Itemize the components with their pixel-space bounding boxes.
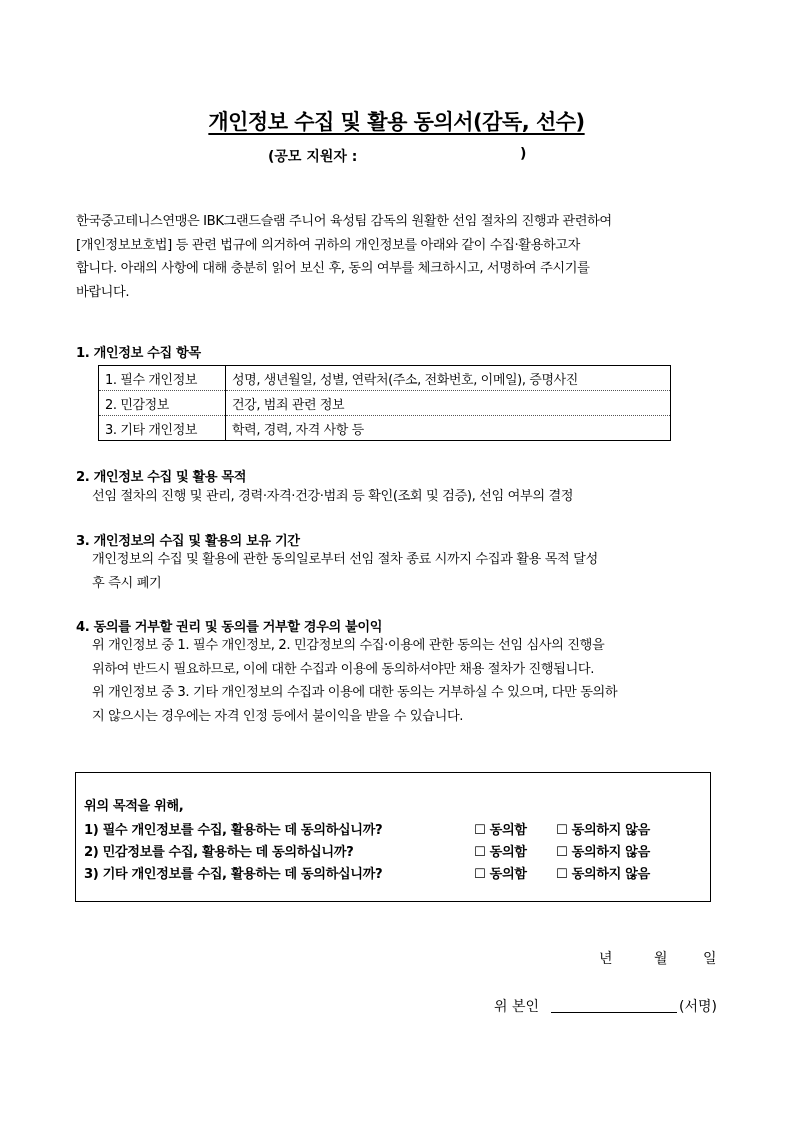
agree-checkbox-other[interactable]: ☐ 동의함 bbox=[474, 867, 527, 882]
disagree-checkbox-required[interactable]: ☐ 동의하지 않음 bbox=[556, 823, 650, 838]
section-4-heading: 4. 동의를 거부할 권리 및 동의를 거부할 경우의 불이익 bbox=[76, 620, 383, 635]
intro-line: 한국중고테니스연맹은 IBK그랜드슬램 주니어 육성팀 감독의 원활한 선임 절차의 진행과 관련하여 bbox=[76, 214, 612, 229]
applicant-close-paren: ) bbox=[520, 146, 527, 162]
item-key: 1. 필수 개인정보 bbox=[99, 366, 226, 391]
applicant-label: (공모 지원자 : bbox=[268, 149, 358, 165]
item-key: 2. 민감정보 bbox=[99, 391, 226, 416]
section-3-body bbox=[92, 548, 717, 595]
item-key: 3. 기타 개인정보 bbox=[99, 416, 226, 441]
item-value: 학력, 경력, 자격 사항 등 bbox=[232, 422, 364, 438]
section-2-body bbox=[92, 485, 717, 509]
item-value: 성명, 생년월일, 성별, 연락처(주소, 전화번호, 이메일), 증명사진 bbox=[226, 366, 671, 391]
agree-checkbox-required[interactable]: ☐ 동의함 bbox=[474, 823, 527, 838]
section-4-body bbox=[92, 634, 717, 728]
item-value: 건강, 범죄 관련 정보 bbox=[226, 391, 671, 416]
body-line: 위 개인정보 중 1. 필수 개인정보, 2. 민감정보의 수집·이용에 관한 동의는 선임 심사의 진행을 bbox=[92, 638, 605, 653]
consent-question-other: 3) 기타 개인정보를 수집, 활용하는 데 동의하십니까? bbox=[84, 867, 383, 882]
signature-label: 위 본인 bbox=[494, 999, 540, 1015]
table-row bbox=[99, 391, 671, 416]
consent-box bbox=[75, 772, 711, 902]
document-title: 개인정보 수집 및 활용 동의서(감독, 선수) bbox=[208, 110, 585, 134]
signature-suffix: (서명) bbox=[679, 999, 717, 1015]
body-line: 개인정보의 수집 및 활용에 관한 동의일로부터 선임 절차 종료 시까지 수집과 활용 목적 달성 bbox=[92, 552, 598, 567]
table-row bbox=[99, 416, 671, 441]
intro-line: [개인정보보호법] 등 관련 법규에 의거하여 귀하의 개인정보를 아래와 같이 수집·활용하고자 bbox=[76, 237, 580, 253]
date-month: 월 bbox=[654, 951, 668, 967]
consent-intro: 위의 목적을 위해, bbox=[84, 799, 184, 814]
section-2-heading: 2. 개인정보 수집 및 활용 목적 bbox=[76, 470, 247, 485]
section-3-heading: 3. 개인정보의 수집 및 활용의 보유 기간 bbox=[76, 534, 300, 549]
intro-line: 바랍니다. bbox=[76, 284, 130, 300]
disagree-checkbox-other[interactable]: ☐ 동의하지 않음 bbox=[556, 867, 650, 882]
body-line: 위 개인정보 중 3. 기타 개인정보의 수집과 이용에 대한 동의는 거부하실 수 있으며, 다만 동의하 bbox=[92, 685, 618, 700]
body-line: 후 즉시 폐기 bbox=[92, 575, 162, 591]
date-day: 일 bbox=[703, 951, 717, 967]
consent-question-required: 1) 필수 개인정보를 수집, 활용하는 데 동의하십니까? bbox=[84, 823, 383, 838]
disagree-checkbox-sensitive[interactable]: ☐ 동의하지 않음 bbox=[556, 845, 650, 860]
intro-line: 합니다. 아래의 사항에 대해 충분히 읽어 보신 후, 동의 여부를 체크하시고, 서명하여 주시기를 bbox=[76, 261, 590, 276]
section-1-heading: 1. 개인정보 수집 항목 bbox=[76, 346, 201, 361]
consent-question-sensitive: 2) 민감정보를 수집, 활용하는 데 동의하십니까? bbox=[84, 845, 354, 860]
intro-paragraph bbox=[76, 210, 717, 304]
table-row bbox=[99, 366, 671, 391]
body-line: 위하여 반드시 필요하므로, 이에 대한 수집과 이용에 동의하셔야만 채용 절차가 진행됩니다. bbox=[92, 661, 595, 677]
collection-items-table bbox=[98, 365, 671, 441]
signature-line[interactable] bbox=[551, 1012, 677, 1013]
agree-checkbox-sensitive[interactable]: ☐ 동의함 bbox=[474, 845, 527, 860]
body-line: 지 않으시는 경우에는 자격 인정 등에서 불이익을 받을 수 있습니다. bbox=[92, 708, 464, 724]
date-year: 년 bbox=[599, 951, 613, 967]
body-line: 선임 절차의 진행 및 관리, 경력·자격·건강·범죄 등 확인(조회 및 검증), 선임 여부의 결정 bbox=[92, 489, 574, 504]
applicant-line bbox=[268, 146, 528, 166]
